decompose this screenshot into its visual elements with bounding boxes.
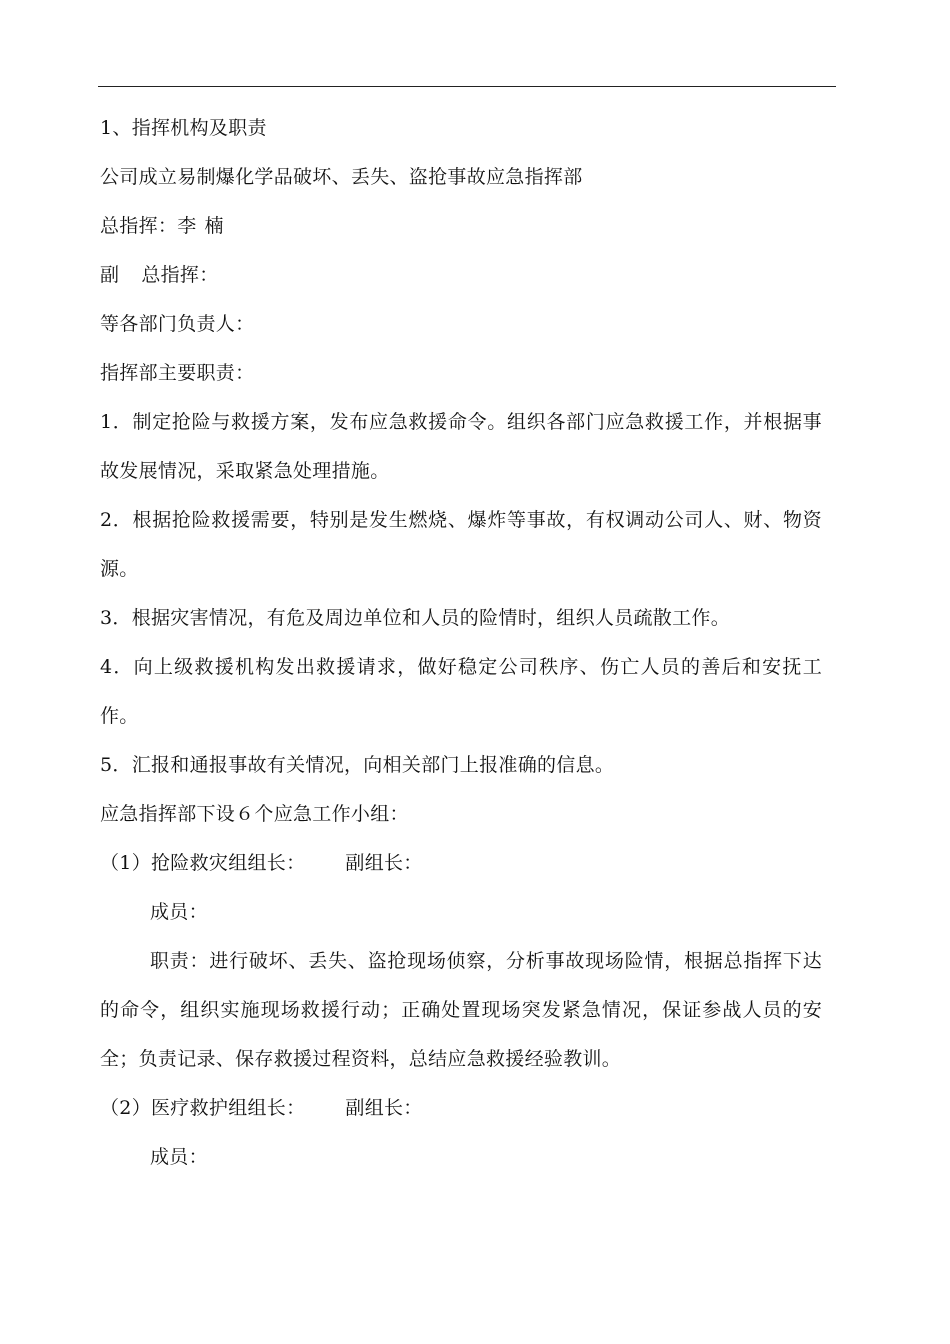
deputy-commander-label-a: 副: [100, 264, 120, 286]
deputy-commander-line: [100, 251, 822, 300]
deputy-commander-label-b: 总指挥：: [141, 264, 219, 286]
document-body: [100, 104, 822, 1182]
commander-name: 楠: [204, 215, 224, 237]
section-title: 1、指挥机构及职责: [100, 117, 267, 139]
group-2-deputy-label: 副组长：: [345, 1097, 423, 1119]
duty-item-2: 2．根据抢险救援需要，特别是发生燃烧、爆炸等事故，有权调动公司人、财、物资源。: [100, 509, 822, 580]
duties-title: 指挥部主要职责：: [100, 362, 255, 384]
group-1-head-line: [100, 839, 822, 888]
commander-label: 总指挥：李: [100, 215, 197, 237]
group-1-members-label: 成员：: [150, 901, 208, 923]
group-2-leader-label: （2）医疗救护组组长：: [100, 1097, 306, 1119]
group-1-deputy-label: 副组长：: [345, 852, 423, 874]
duty-item-4: 4．向上级救援机构发出救援请求，做好稳定公司秩序、伤亡人员的善后和安抚工作。: [100, 656, 822, 727]
group-1-leader-label: （1）抢险救灾组组长：: [100, 852, 306, 874]
duty-item-5: 5．汇报和通报事故有关情况，向相关部门上报准确的信息。: [100, 754, 615, 776]
group-2-head-line: [100, 1084, 822, 1133]
department-heads-line: 等各部门负责人：: [100, 313, 255, 335]
group-1-responsibility: 职责：进行破坏、丢失、盗抢现场侦察，分析事故现场险情，根据总指挥下达的命令，组织实施现场救援行动；正确处置现场突发紧急情况，保证参战人员的安全；负责记录、保存救援过程资料，总结应急救援经验教训。: [100, 950, 822, 1070]
intro-line: 公司成立易制爆化学品破坏、丢失、盗抢事故应急指挥部: [100, 166, 583, 188]
commander-line: [100, 202, 822, 251]
group-2-members-label: 成员：: [150, 1146, 208, 1168]
groups-intro: 应急指挥部下设６个应急工作小组：: [100, 803, 409, 825]
header-rule: [98, 86, 836, 87]
duty-item-3: 3．根据灾害情况，有危及周边单位和人员的险情时，组织人员疏散工作。: [100, 607, 730, 629]
duty-item-1: 1．制定抢险与救援方案，发布应急救援命令。组织各部门应急救援工作，并根据事故发展情况，采取紧急处理措施。: [100, 411, 822, 482]
